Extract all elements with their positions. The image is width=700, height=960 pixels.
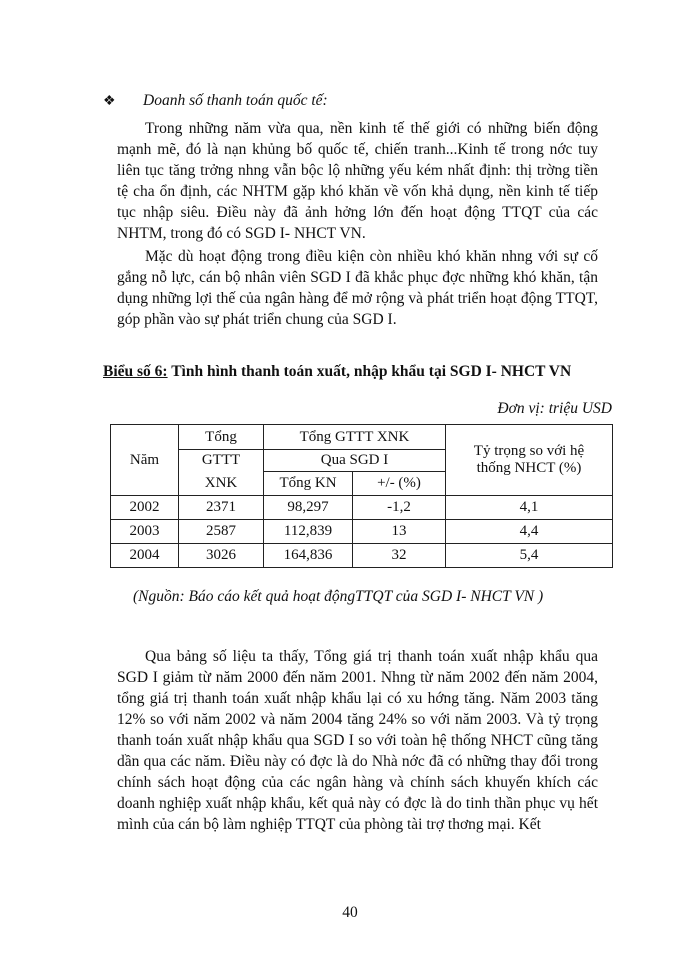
table-row [111,544,613,568]
cell-share: 4,1 [446,496,613,520]
cell-year: 2002 [111,496,179,520]
table-row [111,520,613,544]
paragraph-3 [117,646,598,835]
header-year: Năm [111,425,179,496]
cell-change: -1,2 [353,496,446,520]
header-share-line1: Tỷ trọng so với hệ [473,443,585,459]
paragraph-2 [117,246,598,330]
cell-change: 13 [353,520,446,544]
header-total-line2: GTTT [179,450,264,472]
cell-kn: 164,836 [264,544,353,568]
payment-table [110,424,613,568]
cell-total: 2587 [179,520,264,544]
table-row [111,496,613,520]
cell-year: 2004 [111,544,179,568]
cell-kn: 98,297 [264,496,353,520]
paragraph-3-text: Qua bảng số liệu ta thấy, Tổng giá trị thanh toán xuất nhập khẩu qua SGD I giảm từ năm 2000 đến năm 2001. Nhng từ năm 2002 đến năm 2004, tổng giá trị thanh toán xuất nhập khẩu lại có xu hớng tăng. Năm 2003 tăng 12% so với năm 2002 và năm 2004 tăng 24% so với năm 2003. Và tỷ trọng thanh toán xuất nhập khẩu qua SGD I so với toàn hệ thống NHCT cũng tăng dần qua các năm. Điều này có đợc là do Nhà nớc đã có những thay đổi trong chính sách hoạt động của các ngân hàng và chính sách khuyến khích các doanh nghiệp xuất nhập khẩu, kết quả này có đợc là do tinh thần phục vụ hết mình của cán bộ làm nghiệp TTQT của phòng tài trợ thơng mại. Kết [117,648,598,833]
cell-share: 5,4 [446,544,613,568]
table-source: (Nguồn: Báo cáo kết quả hoạt độngTTQT của SGD I- NHCT VN ) [133,588,544,605]
cell-total: 2371 [179,496,264,520]
header-total-line1: Tổng [179,425,264,450]
paragraph-1 [117,118,598,244]
cell-year: 2003 [111,520,179,544]
table-title: Tình hình thanh toán xuất, nhập khẩu tại SGD I- NHCT VN [167,363,572,380]
header-via-line2: Qua SGD I [264,450,446,472]
paragraph-1-text: Trong những năm vừa qua, nền kinh tế thế giới có những biến động mạnh mẽ, đó là nạn khủng bố quốc tế, chiến tranh...Kinh tế trong nớc tuy liên tục tăng trởng nhng vẫn bộc lộ những yếu kém nhất định: thị trờng tiền tệ cha ổn định, các NHTM gặp khó khăn về vốn khả dụng, nền kinh tế tiếp tục nhập siêu. Điều này đã ảnh hởng lớn đến hoạt động TTQT của các NHTM, trong đó có SGD I- NHCT VN. [117,120,598,242]
header-via-line1: Tổng GTTT XNK [264,425,446,450]
paragraph-2-text: Mặc dù hoạt động trong điều kiện còn nhiều khó khăn nhng với sự cố gắng nỗ lực, cán bộ nhân viên SGD I đã khắc phục đợc những khó khăn, tận dụng những lợi thế của ngân hàng để mở rộng và phát triển hoạt động TTQT, góp phần vào sự phát triển chung của SGD I. [117,248,598,328]
header-share [446,425,613,496]
diamond-bullet-icon: ❖ [103,93,116,109]
section-heading [103,92,328,110]
table-label: Biểu số 6: [103,363,168,380]
table-caption [103,363,571,381]
header-kn: Tổng KN [264,472,353,496]
section-title: Doanh số thanh toán quốc tế: [143,92,328,109]
cell-total: 3026 [179,544,264,568]
unit-note: Đơn vị: triệu USD [497,400,612,417]
cell-change: 32 [353,544,446,568]
header-total-line3: XNK [179,472,264,496]
header-share-line2: thống NHCT (%) [476,460,582,476]
page-number: 40 [342,904,358,921]
cell-kn: 112,839 [264,520,353,544]
header-change: +/- (%) [353,472,446,496]
cell-share: 4,4 [446,520,613,544]
